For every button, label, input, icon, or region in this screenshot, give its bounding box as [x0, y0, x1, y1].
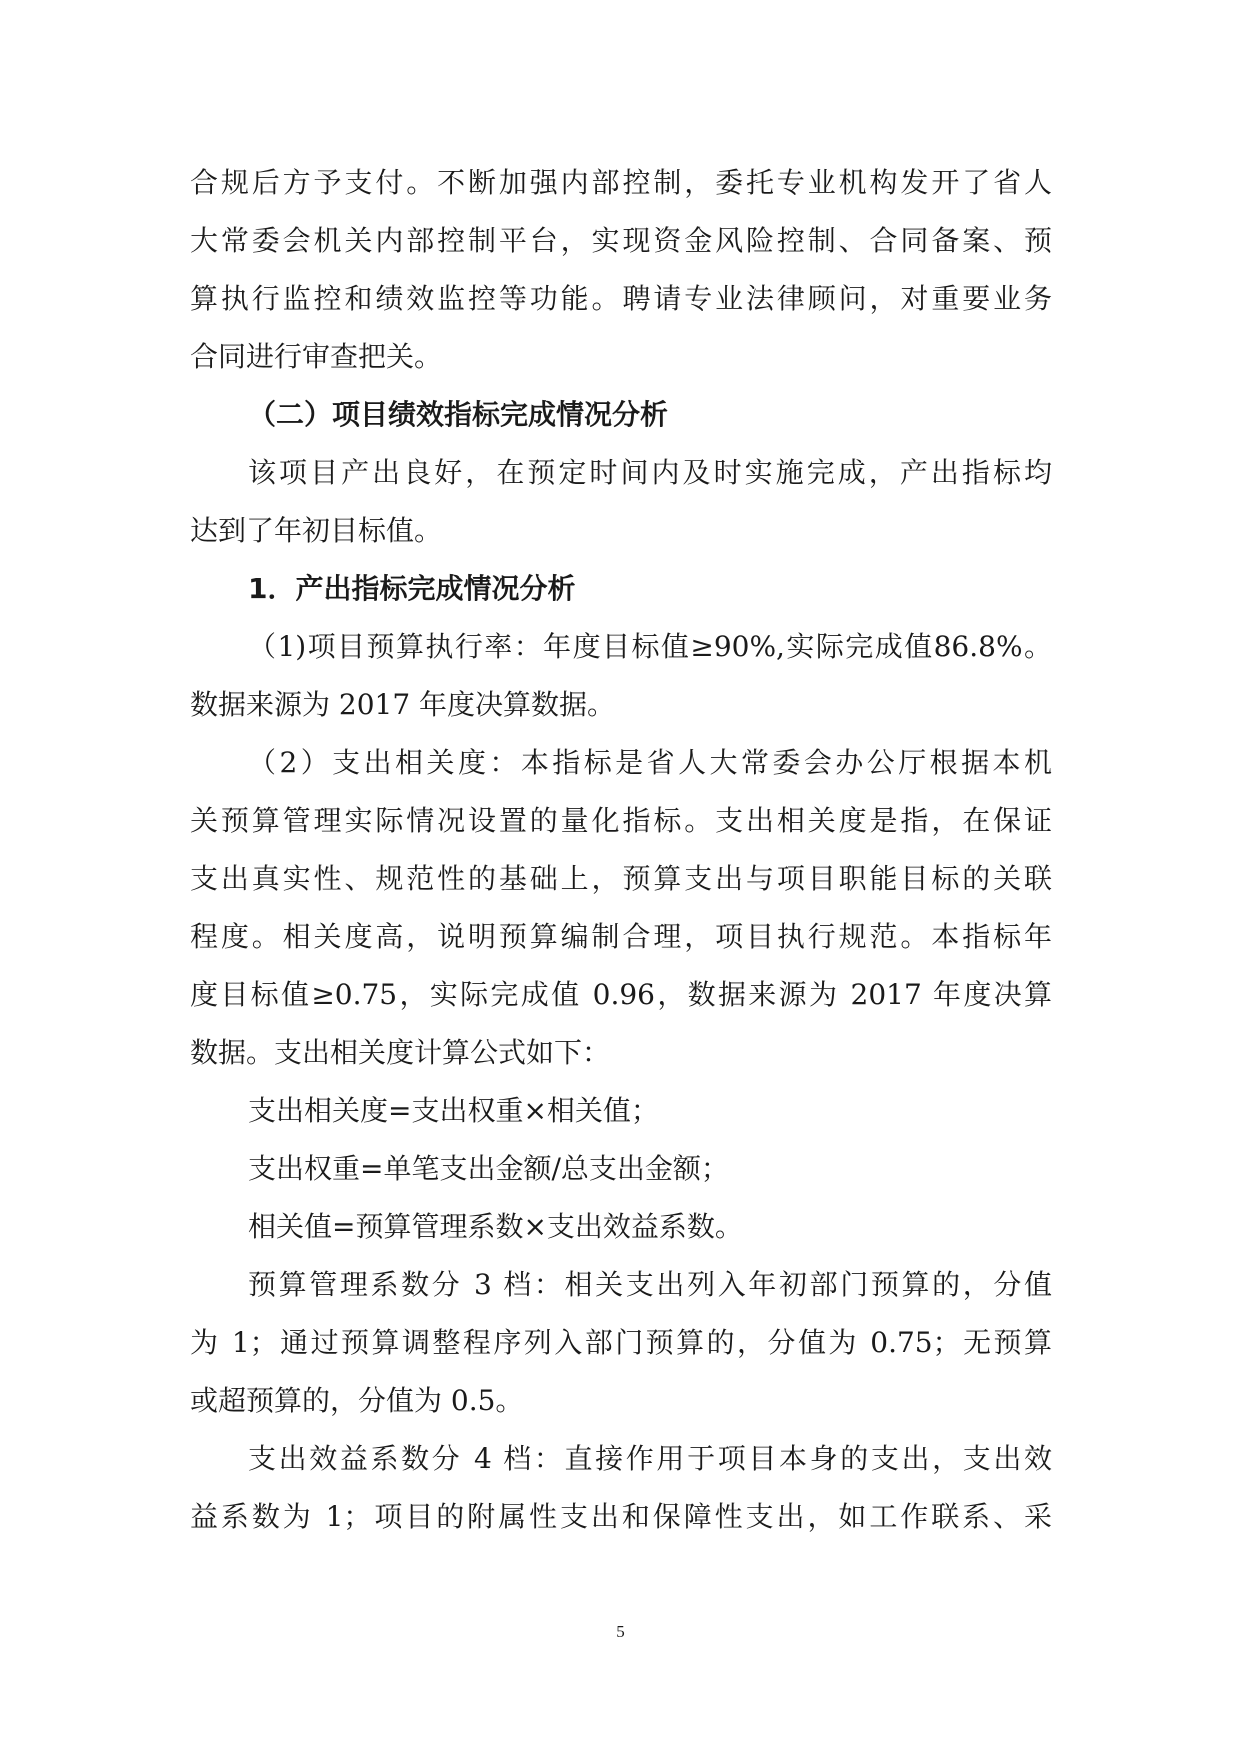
paragraph-line: 或超预算的，分值为 0.5。	[190, 1384, 524, 1417]
formula-line: 支出相关度=支出权重×相关值；	[248, 1094, 659, 1127]
paragraph-line: 度目标值≥0.75，实际完成值 0.96，数据来源为 2017 年度决算	[190, 978, 1052, 1011]
body-text	[190, 154, 1052, 1546]
paragraph-line: 合规后方予支付。不断加强内部控制，委托专业机构发开了省人	[190, 166, 1052, 199]
subsection-heading: 1．产出指标完成情况分析	[248, 572, 576, 605]
paragraph-line: 大常委会机关内部控制平台，实现资金风险控制、合同备案、预	[190, 224, 1052, 257]
paragraph-line: 数据来源为 2017 年度决算数据。	[190, 688, 616, 721]
paragraph-line: 达到了年初目标值。	[190, 514, 443, 547]
paragraph-line: （1)项目预算执行率：年度目标值≥90%,实际完成值86.8%。	[248, 630, 1052, 663]
paragraph-line: 益系数为 1；项目的附属性支出和保障性支出，如工作联系、采	[190, 1500, 1052, 1533]
paragraph-line: （2）支出相关度：本指标是省人大常委会办公厅根据本机	[248, 746, 1052, 779]
paragraph-line: 关预算管理实际情况设置的量化指标。支出相关度是指，在保证	[190, 804, 1052, 837]
paragraph-line: 为 1；通过预算调整程序列入部门预算的，分值为 0.75；无预算	[190, 1326, 1052, 1359]
paragraph-line: 支出效益系数分 4 档：直接作用于项目本身的支出，支出效	[248, 1442, 1052, 1475]
paragraph-line: 预算管理系数分 3 档：相关支出列入年初部门预算的，分值	[248, 1268, 1052, 1301]
paragraph-line: 支出真实性、规范性的基础上，预算支出与项目职能目标的关联	[190, 862, 1052, 895]
paragraph-line: 程度。相关度高，说明预算编制合理，项目执行规范。本指标年	[190, 920, 1052, 953]
paragraph-line: 算执行监控和绩效监控等功能。聘请专业法律顾问，对重要业务	[190, 282, 1052, 315]
formula-line: 相关值=预算管理系数×支出效益系数。	[248, 1210, 743, 1243]
page-number: 5	[616, 1622, 625, 1641]
paragraph-line: 数据。支出相关度计算公式如下：	[190, 1036, 611, 1069]
paragraph-line: 合同进行审查把关。	[190, 340, 443, 373]
paragraph-line: 该项目产出良好，在预定时间内及时实施完成，产出指标均	[248, 456, 1052, 489]
section-heading: （二）项目绩效指标完成情况分析	[248, 398, 669, 431]
formula-line: 支出权重=单笔支出金额/总支出金额；	[248, 1152, 729, 1185]
